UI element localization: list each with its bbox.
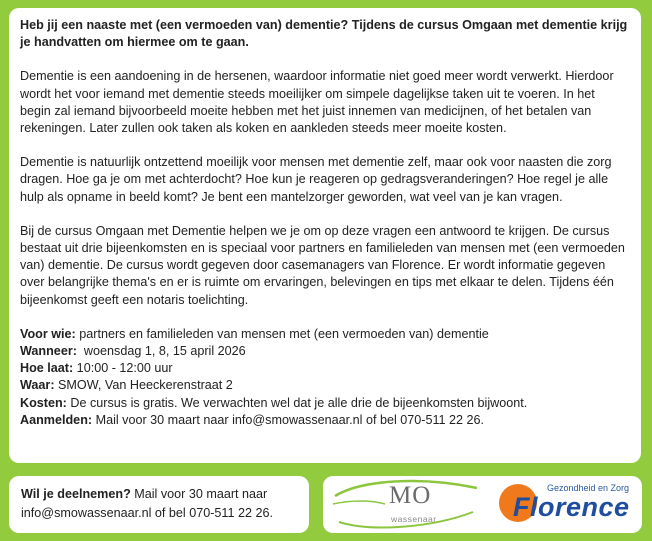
detail-aanmelden bbox=[20, 412, 629, 429]
paragraph-caregivers: Dementie is natuurlijk ontzettend moeilijk voor mensen met dementie zelf, maar ook voor naasten die zorg dragen. Hoe ga je om met achterdocht? Hoe kun je reageren op gedragsveranderingen? Hoe regel je alle hulp als opname in beeld komt? Je bent een mantelzorger geworden, wat veel van je kan vragen. bbox=[20, 155, 612, 204]
paragraph-course: Bij de cursus Omgaan met Dementie helpen we je om op deze vragen een antwoord te krijgen. De cursus bestaat uit drie bijeenkomsten en is speciaal voor partners en familieleden van mensen met (een vermoeden van) dementie. De cursus wordt gegeven door casemanagers van Florence. Er wordt informatie gegeven over belangrijke thema's en er is ruimte om ervaringen, belevingen en tips met elkaar te delen. Tijdens één bijeenkomst geeft een notaris toelichting. bbox=[20, 223, 625, 307]
paragraph-what-is-dementia: Dementie is een aandoening in de hersenen, waardoor informatie niet goed meer wordt verwerkt. Hierdoor wordt het voor iemand met dementie steeds moeilijker om simpele dagelijkse taken uit te voeren. In het begin zal iemand bijvoorbeeld moeite hebben met het juist innemen van medicijnen, of het betalen van rekeningen. Later zullen ook taken als koken en aankleden steeds meer moeite kosten. bbox=[20, 69, 614, 136]
detail-label: Aanmelden: bbox=[20, 412, 93, 427]
detail-hoe-laat bbox=[20, 360, 629, 377]
detail-voor-wie bbox=[20, 326, 629, 343]
detail-label: Voor wie: bbox=[20, 326, 76, 341]
mo-logo-subtext: wassenaar bbox=[391, 514, 437, 524]
detail-label: Waar: bbox=[20, 378, 55, 393]
detail-value: woensdag 1, 8, 15 april 2026 bbox=[76, 344, 246, 359]
signup-label: Wil je deelnemen? bbox=[21, 487, 131, 501]
course-details bbox=[20, 326, 629, 429]
signup-card bbox=[9, 476, 309, 533]
detail-value: 10:00 - 12:00 uur bbox=[73, 361, 173, 376]
detail-label: Kosten: bbox=[20, 395, 67, 410]
signup-line-2: info@smowassenaar.nl of bel 070-511 22 26. bbox=[21, 506, 273, 520]
detail-value: De cursus is gratis. We verwachten wel dat je alle drie de bijeenkomsten bijwoont. bbox=[66, 395, 528, 410]
signup-text: Mail voor 30 maart naar bbox=[130, 487, 268, 501]
info-card bbox=[9, 8, 641, 463]
mo-wassenaar-logo bbox=[331, 478, 481, 530]
mo-logo-text: MO bbox=[389, 482, 432, 509]
detail-kosten bbox=[20, 395, 629, 412]
detail-waar bbox=[20, 377, 629, 394]
florence-logo bbox=[493, 476, 642, 533]
detail-value: partners en familieleden van mensen met (een vermoeden van) dementie bbox=[75, 326, 489, 341]
florence-wordmark: Florence bbox=[513, 492, 630, 522]
intro-text: Heb jij een naaste met (een vermoeden van) dementie? Tijdens de cursus Omgaan met dementie krijg je handvatten om hiermee om te gaan. bbox=[20, 18, 628, 50]
florence-tagline: Gezondheid en Zorg bbox=[547, 483, 630, 493]
detail-value: SMOW, Van Heeckerenstraat 2 bbox=[54, 378, 233, 393]
detail-label: Wanneer: bbox=[20, 344, 77, 359]
detail-label: Hoe laat: bbox=[20, 361, 74, 376]
detail-wanneer bbox=[20, 343, 629, 360]
detail-value: Mail voor 30 maart naar info@smowassenaar.nl of bel 070-511 22 26. bbox=[92, 412, 485, 427]
logo-card bbox=[323, 476, 642, 533]
signup-line-1 bbox=[21, 485, 301, 504]
